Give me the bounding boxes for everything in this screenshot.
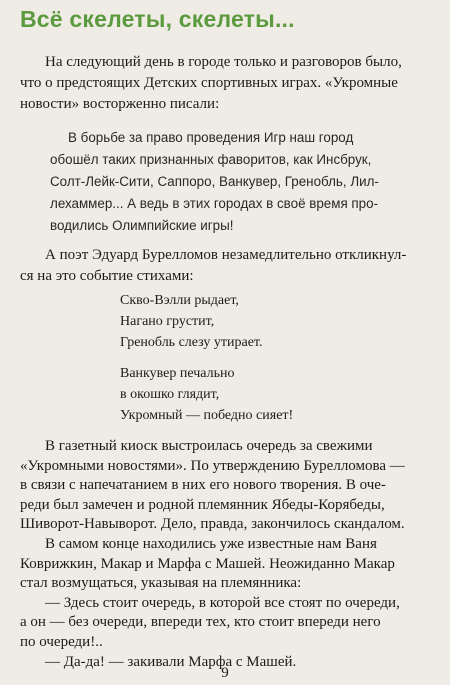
text-line: в связи с напечатанием в них его нового творения. В оче- bbox=[20, 477, 386, 494]
quote-line: В борьбе за право проведения Игр наш город bbox=[68, 130, 354, 145]
text-line: реди был замечен и родной племянник Ябеды-Корябеды, bbox=[20, 496, 385, 513]
text-line: Коврижкин, Макар и Марфа с Машей. Неожиданно Макар bbox=[20, 555, 395, 572]
quote-line: Солт-Лейк-Сити, Саппоро, Ванкувер, Гренобль, Лил- bbox=[50, 174, 379, 189]
poem-line: Ванкувер печально bbox=[120, 366, 235, 381]
poem-line: в окошко глядит, bbox=[120, 387, 220, 402]
text-line: В самом конце находились уже известные нам Ваня bbox=[45, 536, 377, 552]
text-line: новости» восторженно писали: bbox=[20, 96, 220, 112]
text-line: ся на это событие стихами: bbox=[20, 268, 194, 284]
chapter-heading: Всё скелеты, скелеты... bbox=[20, 6, 295, 32]
text-line: «Укромными новостями». По утверждению Бурелломова — bbox=[20, 457, 405, 474]
poem-line: Укромный — победно сияет! bbox=[120, 408, 294, 423]
quote-line: лехаммер... А ведь в этих городах в своё время про- bbox=[50, 196, 379, 211]
text-line: На следующий день в городе только и разговоров было, bbox=[45, 54, 402, 70]
text-line: Шиворот-Навыворот. Дело, правда, закончилось скандалом. bbox=[20, 516, 405, 533]
text-line: В газетный киоск выстроилась очередь за свежими bbox=[45, 438, 373, 454]
text-line: стал возмущаться, указывая на племянника: bbox=[20, 575, 302, 592]
text-line: что о предстоящих Детских спортивных играх. «Укромные bbox=[20, 75, 398, 91]
text-line: — Да-да! — закивали Марфа с Машей. bbox=[45, 653, 297, 670]
quote-line: водились Олимпийские игры! bbox=[50, 218, 234, 233]
quote-line: обошёл таких признанных фаворитов, как Инсбрук, bbox=[50, 152, 372, 167]
poem-line: Нагано грустит, bbox=[120, 314, 215, 329]
text-line: по очереди!.. bbox=[20, 634, 103, 650]
page-number: 9 bbox=[221, 665, 229, 681]
text-line: а он — без очереди, впереди тех, кто стоит впереди него bbox=[20, 614, 381, 631]
text-line: А поэт Эдуард Бурелломов незамедлительно откликнул- bbox=[45, 247, 407, 263]
text-line: — Здесь стоит очередь, в которой все стоят по очереди, bbox=[45, 594, 400, 611]
poem-line: Скво-Вэлли рыдает, bbox=[120, 293, 239, 308]
poem-line: Гренобль слезу утирает. bbox=[120, 335, 263, 350]
